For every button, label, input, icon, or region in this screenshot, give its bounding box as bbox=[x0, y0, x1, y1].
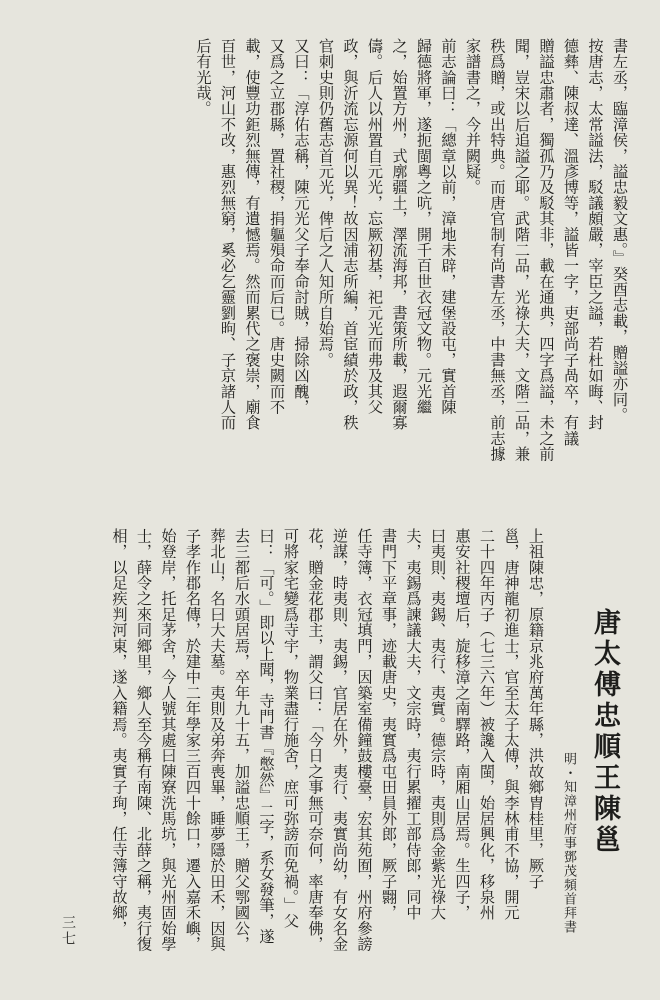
text-column: 又曰：「淳佑志稱，陳元光父子奉命討賊，掃除凶醜， bbox=[292, 38, 311, 415]
text-column: 曰：「可。」即以上聞，寺門書『憋然』二字，系女發筆，遂 bbox=[257, 528, 276, 945]
text-column: 儔。后人以州置自元光，忘厥初基，祀元光而弗及其父 bbox=[366, 38, 384, 415]
text-column: 德彝、陳叔達、溫彥博等，謚皆一字，吏部尚子咼卒，有議 bbox=[562, 38, 580, 447]
text-column: 士，薛令之來同鄉里，鄉人至今稱有南陳、北薛之稱，夷行復 bbox=[135, 528, 153, 952]
text-column: 后有光哉。 bbox=[194, 38, 213, 117]
text-column: 秩爲贈，或出特典。而唐官制有尚書左丞，中書無丞，前志據 bbox=[488, 38, 507, 462]
text-column: 任寺簿，衣冠填門，因築室備鐘鼓樓臺，宏其苑囿，州府參謗 bbox=[355, 528, 374, 952]
text-column: 可將家宅變爲寺宇，物業盡行施舍，庶可弥謗而免禍。」父 bbox=[282, 528, 300, 929]
text-column: 前志論曰：「總章以前，漳地未辟，建堡設屯，實首陳 bbox=[439, 38, 458, 415]
text-column: 官刺史則仍舊志首元光，俾后之人知所自始焉。 bbox=[317, 38, 335, 368]
text-column: 惠安社稷壇后，旋移漳之南驛路，南厢山居焉。生四子， bbox=[453, 528, 472, 921]
text-column: 按唐志，太常謚法，駁議頗嚴，宰臣之謚，若杜如晦、封 bbox=[586, 38, 605, 431]
text-column: 二十四年丙子（七三六年）被讒入閩，始居興化，移泉州 bbox=[478, 528, 496, 921]
text-column: 又爲之立郡縣，置社稷，捐軀殞命而后已。唐史闕而不 bbox=[268, 38, 286, 415]
text-column: 花，贈金花郡主，謂父曰：「今日之事無可奈何，率唐奉佛， bbox=[306, 528, 325, 952]
text-column: 之，始置方州，式廓疆土，澤流海邦，書策所載，遐爾寡 bbox=[390, 38, 409, 431]
text-column: 逆謀，時夷則、夷錫，官居在外，夷行、夷實尚幼，有女名金 bbox=[331, 528, 349, 952]
preceding-text-block bbox=[92, 38, 632, 503]
text-column: 去三都后水頭居焉，卒年九十五，加謚忠順王，贈父鄂國公， bbox=[233, 528, 251, 952]
text-column: 歸德將軍，遂扼閩粵之吭，開千百世衣冠文物。元光繼 bbox=[415, 38, 433, 415]
text-column: 相，以足疾判河東，遂入籍焉。夷實子珣，任寺簿守故鄉， bbox=[110, 528, 129, 937]
page-number: 三七 bbox=[60, 915, 76, 947]
biography-text-block bbox=[80, 528, 548, 968]
text-column: 子孝作郡名傳，於建中二年學家三百四十餘口，遷入嘉禾嶼， bbox=[184, 528, 202, 952]
text-column: 始登岸，托足茅舍，今人號其處曰陳寮洗馬坑，與光州固始學 bbox=[159, 528, 178, 952]
author-line: 明・知漳州府事鄧茂頻首拜書 bbox=[561, 752, 576, 934]
text-column: 葬北山，名曰大夫墓。夷則及弟奔喪畢，睡夢隱於田禾，因與 bbox=[208, 528, 227, 952]
text-column: 載，使豐功鉅烈無傳，有遺憾焉。然而累代之褒崇，廟食 bbox=[243, 38, 262, 431]
text-column: 百世，河山不改，惠烈無窮，奚必乞靈劉昫、子京諸人而 bbox=[219, 38, 237, 431]
text-column: 曰夷則、夷錫、夷行、夷實。德宗時，夷則爲金紫光祿大 bbox=[429, 528, 447, 921]
text-column: 書左丞，臨漳侯，謚忠毅文惠。』癸酉志載，贈謚亦同。 bbox=[611, 38, 629, 423]
text-column: 上祖陳忠，原籍京兆府萬年縣，洪故鄉胄桂里，厥子 bbox=[527, 528, 545, 890]
text-column: 家譜書之，今并闕疑。 bbox=[464, 38, 482, 195]
page-title: 唐太傅忠順王陳邕 bbox=[589, 608, 620, 856]
text-column: 贈謚忠肅者，獨孤乃及駁其非，載在通典，四字爲謚，未之前 bbox=[537, 38, 556, 462]
text-column: 夫，夷錫爲諫議大夫，文宗時，夷行累擢工部侍郎，同中 bbox=[404, 528, 423, 921]
text-column: 邕，唐神龍初進士，官至太子太傅，與李林甫不協，開元 bbox=[502, 528, 521, 921]
text-column: 書門下平章事，迹載唐史，夷實爲屯田員外郎，厥子翾， bbox=[380, 528, 398, 921]
text-column: 聞，豈宋以后追謚之耶。武階二品，光祿大夫，文階二品，兼 bbox=[513, 38, 531, 462]
text-column: 政，與沂流忘源何以異！故因浦志所編，首宦績於政，秩 bbox=[341, 38, 360, 431]
